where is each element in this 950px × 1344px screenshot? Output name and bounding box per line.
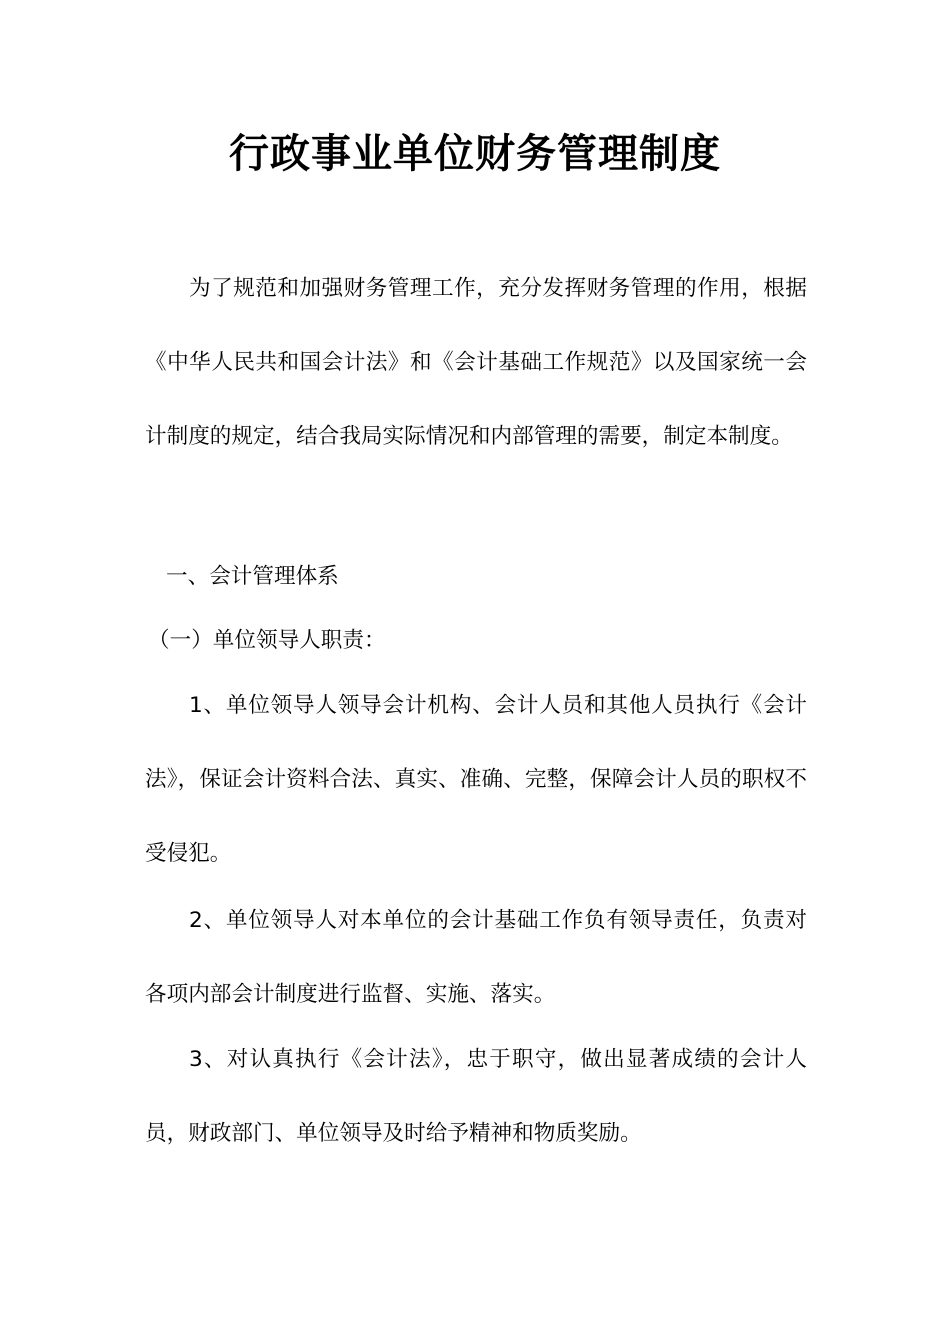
document-title: 行政事业单位财务管理制度 — [229, 131, 721, 177]
list-item: 3、对认真执行《会计法》，忠于职守，做出显著成绩的会计人员，财政部门、单位领导及时给予精神和物质奖励。 — [145, 1047, 807, 1146]
list-item: 1、单位领导人领导会计机构、会计人员和其他人员执行《会计法》，保证会计资料合法、真实、准确、完整，保障会计人员的职权不受侵犯。 — [145, 693, 807, 866]
subsection-heading-leader-duties: （一）单位领导人职责： — [148, 628, 386, 653]
list-item: 2、单位领导人对本单位的会计基础工作负有领导责任，负责对各项内部会计制度进行监督、实施、落实。 — [145, 908, 807, 1007]
section-heading-accounting-system: 一、会计管理体系 — [166, 564, 339, 589]
intro-paragraph: 为了规范和加强财务管理工作，充分发挥财务管理的作用，根据《中华人民共和国会计法》和《会计基础工作规范》以及国家统一会计制度的规定，结合我局实际情况和内部管理的需要，制定本制度。 — [145, 276, 807, 449]
